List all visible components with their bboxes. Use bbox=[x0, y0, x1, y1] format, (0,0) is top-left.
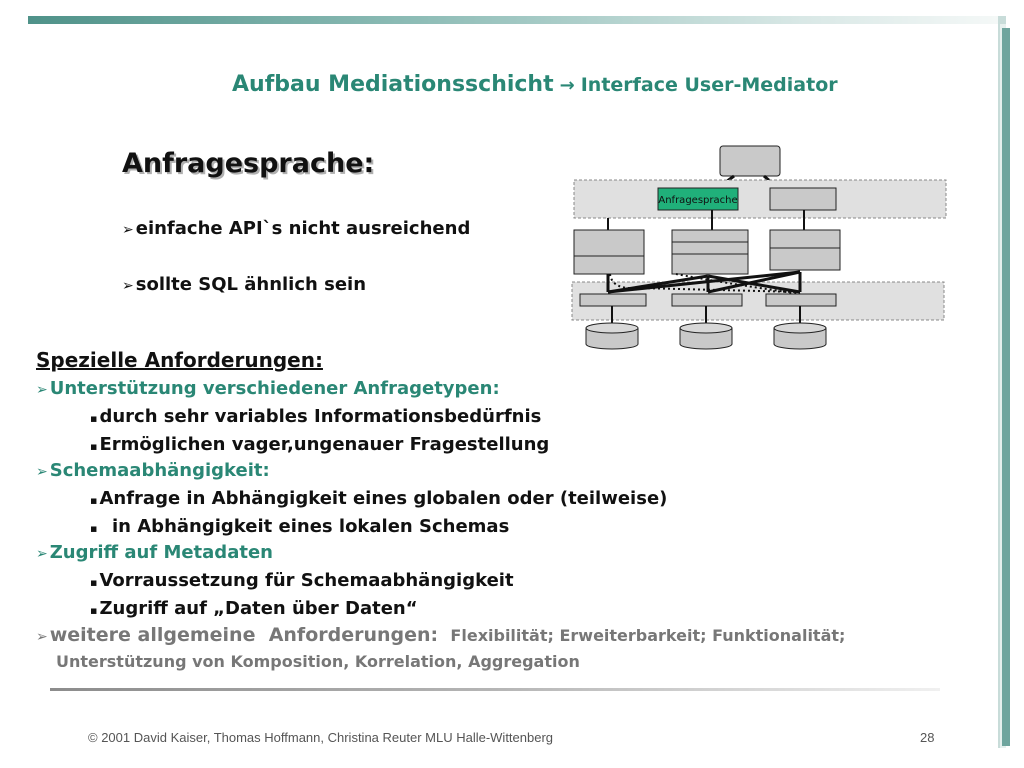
square-bullet-icon: ▪ bbox=[90, 412, 98, 425]
requirement-subitem: ▪ durch sehr variables Informationsbedürfnis bbox=[90, 406, 542, 427]
arrowhead-bullet-icon: ➢ bbox=[122, 222, 134, 238]
square-bullet-icon: ▪ bbox=[90, 604, 98, 617]
square-bullet-icon: ▪ bbox=[90, 440, 98, 453]
intro-bullet-text: sollte SQL ähnlich sein bbox=[135, 274, 367, 295]
source-box-middle bbox=[672, 294, 742, 306]
wrapper-box-left bbox=[574, 230, 644, 274]
page-number: 28 bbox=[920, 730, 935, 745]
wrapper-box-right bbox=[770, 230, 840, 270]
intro-bullet-text: einfache API`s nicht ausreichend bbox=[135, 218, 471, 239]
slide-title bbox=[232, 72, 838, 97]
intro-bullet bbox=[122, 218, 470, 239]
requirement-item: ➢ Unterstützung verschiedener Anfragetypen: bbox=[36, 378, 500, 399]
mediator-architecture-diagram bbox=[568, 140, 948, 355]
requirement-subitem: ▪ Ermöglichen vager,ungenauer Fragestellung bbox=[90, 434, 550, 455]
square-bullet-icon: ▪ bbox=[90, 522, 98, 535]
arrow-right-icon: → bbox=[559, 75, 575, 96]
bottom-rule bbox=[50, 688, 940, 691]
wrapper-box-middle bbox=[672, 230, 748, 274]
footer-copyright: © 2001 David Kaiser, Thomas Hoffmann, Christina Reuter MLU Halle-Wittenberg bbox=[88, 730, 554, 745]
section-heading: Anfragesprache: bbox=[122, 148, 375, 179]
database-icon bbox=[586, 323, 638, 349]
square-bullet-icon: ▪ bbox=[90, 494, 98, 507]
requirement-subitem: ▪ in Abhängigkeit eines lokalen Schemas bbox=[90, 516, 510, 537]
top-rule bbox=[28, 16, 998, 24]
requirement-subitem: ▪ Zugriff auf „Daten über Daten“ bbox=[90, 598, 418, 619]
arrowhead-bullet-icon: ➢ bbox=[36, 382, 48, 398]
requirement-subitem: ▪ Vorraussetzung für Schemaabhängigkeit bbox=[90, 570, 514, 591]
anfragesprache-label: Anfragesprache bbox=[658, 195, 738, 206]
title-main: Aufbau Mediationsschicht bbox=[232, 72, 554, 97]
intro-bullet bbox=[122, 274, 366, 295]
mediator-box-right bbox=[770, 188, 836, 210]
source-box-left bbox=[580, 294, 646, 306]
requirement-item: ➢ Schemaabhängigkeit: bbox=[36, 460, 270, 481]
requirement-item: ➢ Zugriff auf Metadaten bbox=[36, 542, 273, 563]
title-sub: Interface User-Mediator bbox=[580, 74, 838, 96]
requirements-heading: Spezielle Anforderungen: bbox=[36, 348, 323, 372]
source-box-right bbox=[766, 294, 836, 306]
database-icon bbox=[680, 323, 732, 349]
arrowhead-bullet-icon: ➢ bbox=[36, 464, 48, 480]
mediator-layer-band bbox=[574, 180, 946, 218]
requirement-item-general: ➢ weitere allgemeine Anforderungen: Flexibilität; Erweiterbarkeit; Funktionalität; bbox=[36, 624, 846, 646]
database-icon bbox=[774, 323, 826, 349]
arrowhead-bullet-icon: ➢ bbox=[36, 546, 48, 562]
square-bullet-icon: ▪ bbox=[90, 576, 98, 589]
right-accent-bar bbox=[1002, 28, 1010, 746]
requirement-subitem: ▪ Anfrage in Abhängigkeit eines globalen oder (teilweise) bbox=[90, 488, 668, 509]
arrowhead-bullet-icon: ➢ bbox=[122, 278, 134, 294]
requirement-item-general-cont: Unterstützung von Komposition, Korrelation, Aggregation bbox=[56, 652, 580, 671]
arrowhead-bullet-icon: ➢ bbox=[36, 629, 48, 645]
user-box bbox=[720, 146, 780, 176]
